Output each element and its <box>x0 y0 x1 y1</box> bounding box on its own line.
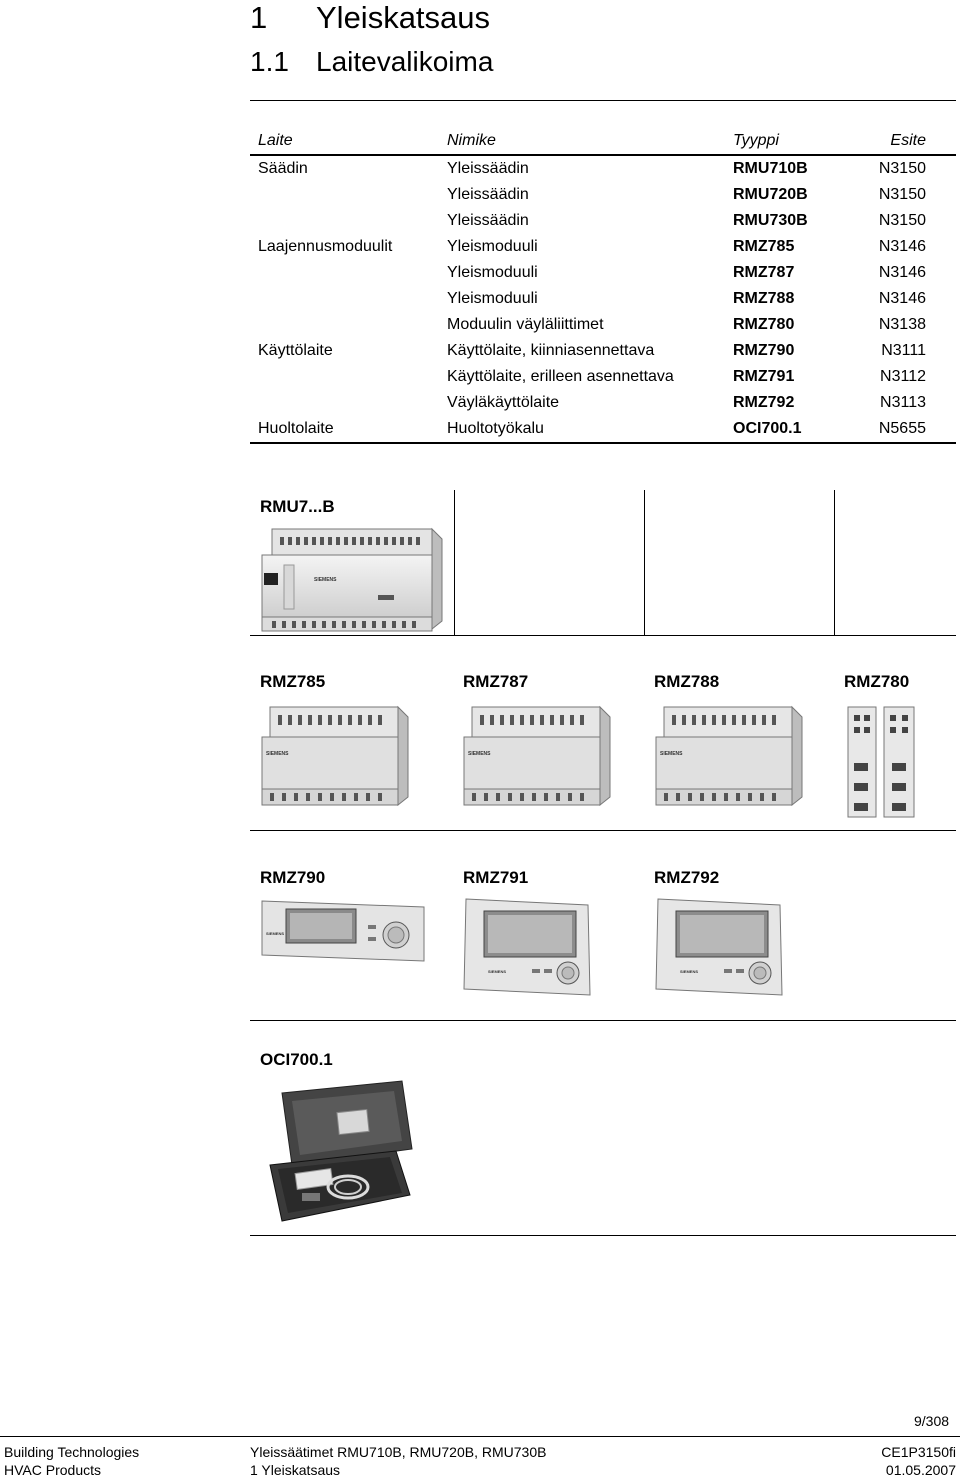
rmz790-operator-image <box>258 895 428 967</box>
grid-hline <box>250 635 956 636</box>
table-row: Säädin Yleissäädin RMU710B N3150 <box>258 160 926 177</box>
table-row: Yleismoduuli RMZ788 N3146 <box>447 290 926 307</box>
equipment-table <box>250 128 956 444</box>
rmz788-module-image <box>652 703 804 809</box>
heading-2-title: Laitevalikoima <box>316 46 494 77</box>
svg-text:SIEMENS: SIEMENS <box>488 969 507 974</box>
col-header-nimike: Nimike <box>447 132 496 149</box>
heading-1-title: Yleiskatsaus <box>316 0 491 35</box>
table-row: Yleismoduuli RMZ787 N3146 <box>447 264 926 281</box>
rmz787-module-image <box>460 703 612 809</box>
rmu-controller-image <box>258 525 446 633</box>
svg-text:SIEMENS: SIEMENS <box>266 751 289 757</box>
table-row: Käyttölaite, erilleen asennettava RMZ791 N3112 <box>447 368 926 385</box>
grid-hline <box>250 830 956 831</box>
footer-date: 01.05.2007 <box>885 1462 956 1478</box>
footer-document-code: CE1P3150fi <box>881 1444 956 1460</box>
heading-1 <box>250 0 490 36</box>
label-rmz785: RMZ785 <box>260 672 326 691</box>
table-header-row <box>250 128 956 155</box>
label-rmu7b: RMU7...B <box>260 497 335 516</box>
table-row: Huoltolaite Huoltotyökalu OCI700.1 N5655 <box>250 416 956 443</box>
rmz791-operator-image <box>460 895 596 999</box>
table-row: Laajennusmoduulit Yleismoduuli RMZ785 N3146 <box>258 238 926 255</box>
footer-chapter: 1 Yleiskatsaus <box>250 1462 341 1478</box>
rmz792-operator-image <box>652 895 788 999</box>
rmz780-connector-image <box>844 703 920 821</box>
col-header-esite: Esite <box>890 132 926 149</box>
grid-vline <box>454 490 455 635</box>
footer-rule <box>0 1436 960 1437</box>
table-row: Yleissäädin RMU720B N3150 <box>447 186 926 203</box>
col-header-tyyppi: Tyyppi <box>733 132 779 149</box>
table-row: Yleissäädin RMU730B N3150 <box>447 212 926 229</box>
heading-1-number: 1 <box>250 0 268 35</box>
table-row: Moduulin väyläliittimet RMZ780 N3138 <box>447 316 926 333</box>
label-rmz787: RMZ787 <box>463 672 529 691</box>
table-row: Käyttölaite Käyttölaite, kiinniasennettava RMZ790 N3111 <box>258 342 926 359</box>
label-rmz780: RMZ780 <box>844 672 910 691</box>
svg-text:SIEMENS: SIEMENS <box>660 751 683 757</box>
rmz785-module-image <box>258 703 410 809</box>
footer-document-title: Yleissäätimet RMU710B, RMU720B, RMU730B <box>250 1444 547 1460</box>
label-rmz791: RMZ791 <box>463 868 529 887</box>
label-rmz788: RMZ788 <box>654 672 720 691</box>
heading-2-number: 1.1 <box>250 46 289 77</box>
svg-text:SIEMENS: SIEMENS <box>680 969 699 974</box>
grid-vline <box>834 490 835 635</box>
label-rmz792: RMZ792 <box>654 868 720 887</box>
svg-text:SIEMENS: SIEMENS <box>468 751 491 757</box>
footer-company: Building Technologies <box>4 1444 140 1460</box>
section-rule <box>250 100 956 101</box>
label-rmz790: RMZ790 <box>260 868 326 887</box>
svg-text:SIEMENS: SIEMENS <box>266 931 285 936</box>
label-oci700: OCI700.1 <box>260 1050 333 1069</box>
oci700-service-case-image <box>262 1075 414 1225</box>
table-row: Väyläkäyttölaite RMZ792 N3113 <box>447 394 926 411</box>
col-header-laite: Laite <box>258 132 293 149</box>
grid-vline <box>644 490 645 635</box>
grid-hline <box>250 1235 956 1236</box>
page-number: 9/308 <box>914 1413 950 1429</box>
brand-text: SIEMENS <box>314 577 337 583</box>
grid-hline <box>250 1020 956 1021</box>
heading-2 <box>250 46 493 78</box>
footer-division: HVAC Products <box>4 1462 101 1478</box>
